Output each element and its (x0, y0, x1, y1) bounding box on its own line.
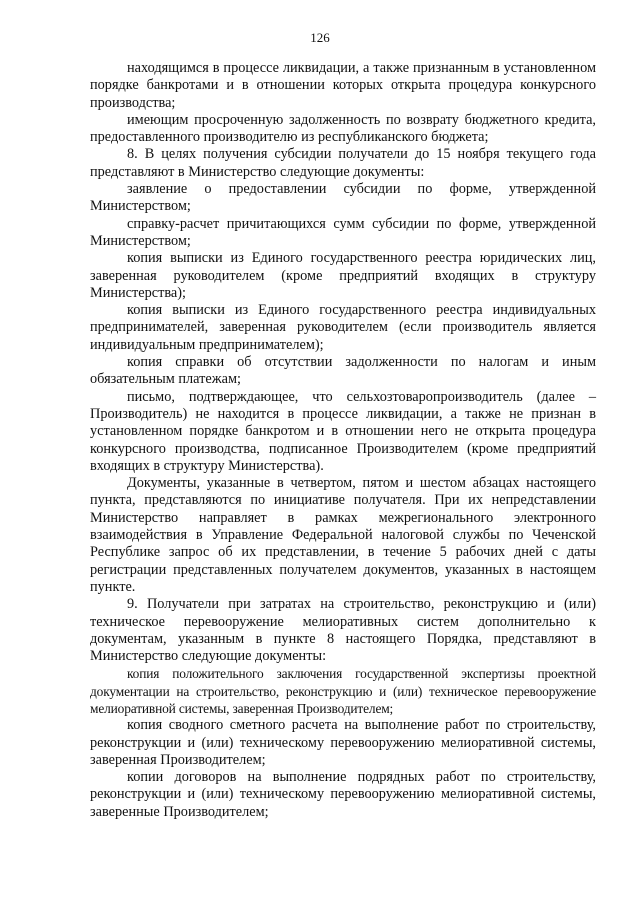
paragraph-application: заявление о предоставлении субсидии по форме, утвержденной Министерством; (90, 181, 596, 215)
paragraph-documents-initiative: Документы, указанные в четвертом, пятом и шестом абзацах настоящего пункта, представляются по инициативе получателя. При их непредставлении Министерство направляет в рамках межрегионального электронного взаимодействия в Управление Федеральной налоговой службы по Чеченской Республике запрос об их представлении, в течение 5 рабочих дней с даты регистрации представленных получателем документов, указанных в настоящем пункте. (90, 475, 596, 595)
paragraph-clause-9: 9. Получатели при затратах на строительство, реконструкцию и (или) техническое перевооружение мелиоративных систем дополнительно к документам, указанным в пункте 8 настоящего Порядка, представляют в Министерство следующие документы: (90, 596, 596, 665)
paragraph-state-expertise: копия положительного заключения государственной экспертизы проектной документации на строительство, реконструкцию и (или) техническое перевооружение мелиоративной системы, заверенная Производителем; (90, 666, 596, 716)
paragraph-liquidation: находящимся в процессе ликвидации, а также признанным в установленном порядке банкротами и в отношении которых открыта процедура конкурсного производства; (90, 60, 596, 111)
paragraph-entrepreneur-extract: копия выписки из Единого государственного реестра индивидуальных предпринимателей, заверенная руководителем (если производитель является индивидуальным предпринимателем); (90, 302, 596, 353)
paragraph-tax-certificate: копия справки об отсутствии задолженности по налогам и иным обязательным платежам; (90, 354, 596, 388)
paragraph-estimate: копия сводного сметного расчета на выполнение работ по строительству, реконструкции и (или) техническому перевооружению мелиоративной системы, заверенная Производителем; (90, 717, 596, 768)
paragraph-contracts: копии договоров на выполнение подрядных работ по строительству, реконструкции и (или) техническому перевооружению мелиоративной системы, заверенные Производителем; (90, 769, 596, 820)
paragraph-legal-entity-extract: копия выписки из Единого государственного реестра юридических лиц, заверенная руководителем (кроме предприятий входящих в структуру Министерства); (90, 250, 596, 301)
page-number: 126 (310, 30, 330, 45)
paragraph-calculation: справку-расчет причитающихся сумм субсидии по форме, утвержденной Министерством; (90, 215, 596, 249)
paragraph-overdue-debt: имеющим просроченную задолженность по возврату бюджетного кредита, предоставленного производителю из республиканского бюджета; (90, 111, 596, 146)
paragraph-clause-8: 8. В целях получения субсидии получатели до 15 ноября текущего года представляют в Министерство следующие документы: (90, 146, 596, 180)
paragraph-confirmation-letter: письмо, подтверждающее, что сельхозтоваропроизводитель (далее – Производитель) не находится в процессе ликвидации, а также не признан в установленном порядке банкротом и в отношении него не открыта процедура конкурсного производства, подписанное Производителем (кроме предприятий входящих в структуру Министерства). (90, 388, 596, 474)
document-body (90, 60, 596, 821)
